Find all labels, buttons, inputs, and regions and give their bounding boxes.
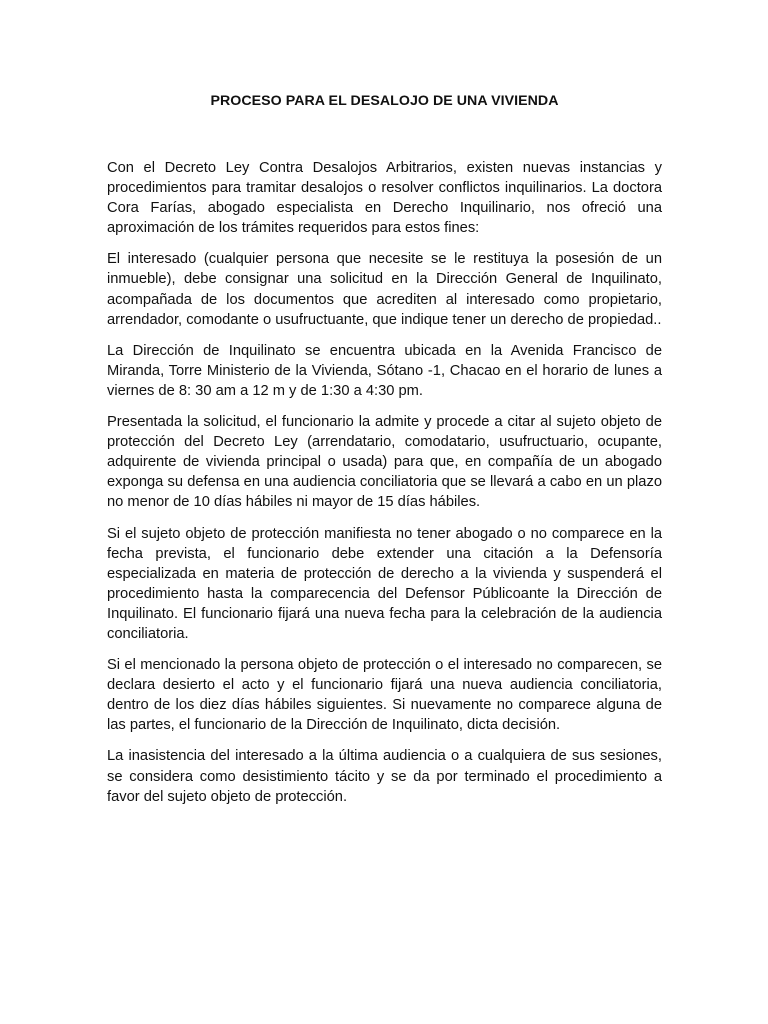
paragraph-intro: Con el Decreto Ley Contra Desalojos Arbitrarios, existen nuevas instancias y procedimientos para tramitar desalojos o resolver conflictos inquilinarios. La doctora Cora Farías, abogado especialista en Derecho Inquilinario, nos ofreció una aproximación de los trámites requeridos para estos fines:: [107, 160, 662, 237]
paragraph-desistimiento: La inasistencia del interesado a la última audiencia o a cualquiera de sus sesiones, se considera como desistimiento tácito y se da por terminado el procedimiento a favor del sujeto objeto de protección.: [107, 748, 662, 805]
document-title: PROCESO PARA EL DESALOJO DE UNA VIVIENDA: [210, 93, 559, 109]
paragraph-solicitud: Presentada la solicitud, el funcionario la admite y procede a citar al sujeto objeto de protección del Decreto Ley (arrendatario, comodatario, usufructuario, ocupante, adquirente de vivienda principal o usada) para que, en compañía de un abogado exponga su defensa en una audiencia conciliatoria que se llevará a cabo en un plazo no menor de 10 días hábiles ni mayor de 15 días hábiles.: [107, 414, 662, 511]
paragraph-interesado: El interesado (cualquier persona que necesite se le restituya la posesión de un inmueble), debe consignar una solicitud en la Dirección General de Inquilinato, acompañada de los documentos que acrediten al interesado como propietario, arrendador, comodante o usufructuante, que indique tener un derecho de propiedad..: [107, 251, 662, 328]
paragraph-defensoria: Si el sujeto objeto de protección manifiesta no tener abogado o no comparece en la fecha prevista, el funcionario debe extender una citación a la Defensoría especializada en materia de protección de derecho a la vivienda y suspenderá el procedimiento hasta la comparecencia del Defensor Públicoante la Dirección de Inquilinato. El funcionario fijará una nueva fecha para la celebración de la audiencia conciliatoria.: [107, 525, 662, 642]
paragraph-desierto: Si el mencionado la persona objeto de protección o el interesado no comparecen, se declara desierto el acto y el funcionario fijará una nueva audiencia conciliatoria, dentro de los diez días hábiles siguientes. Si nuevamente no comparece alguna de las partes, el funcionario de la Dirección de Inquilinato, dicta decisión.: [107, 657, 662, 734]
document-body: [107, 92, 662, 818]
paragraph-ubicacion: La Dirección de Inquilinato se encuentra ubicada en la Avenida Francisco de Miranda, Torre Ministerio de la Vivienda, Sótano -1, Chacao en el horario de lunes a viernes de 8: 30 am a 12 m y de 1:30 a 4:30 pm.: [107, 342, 662, 399]
